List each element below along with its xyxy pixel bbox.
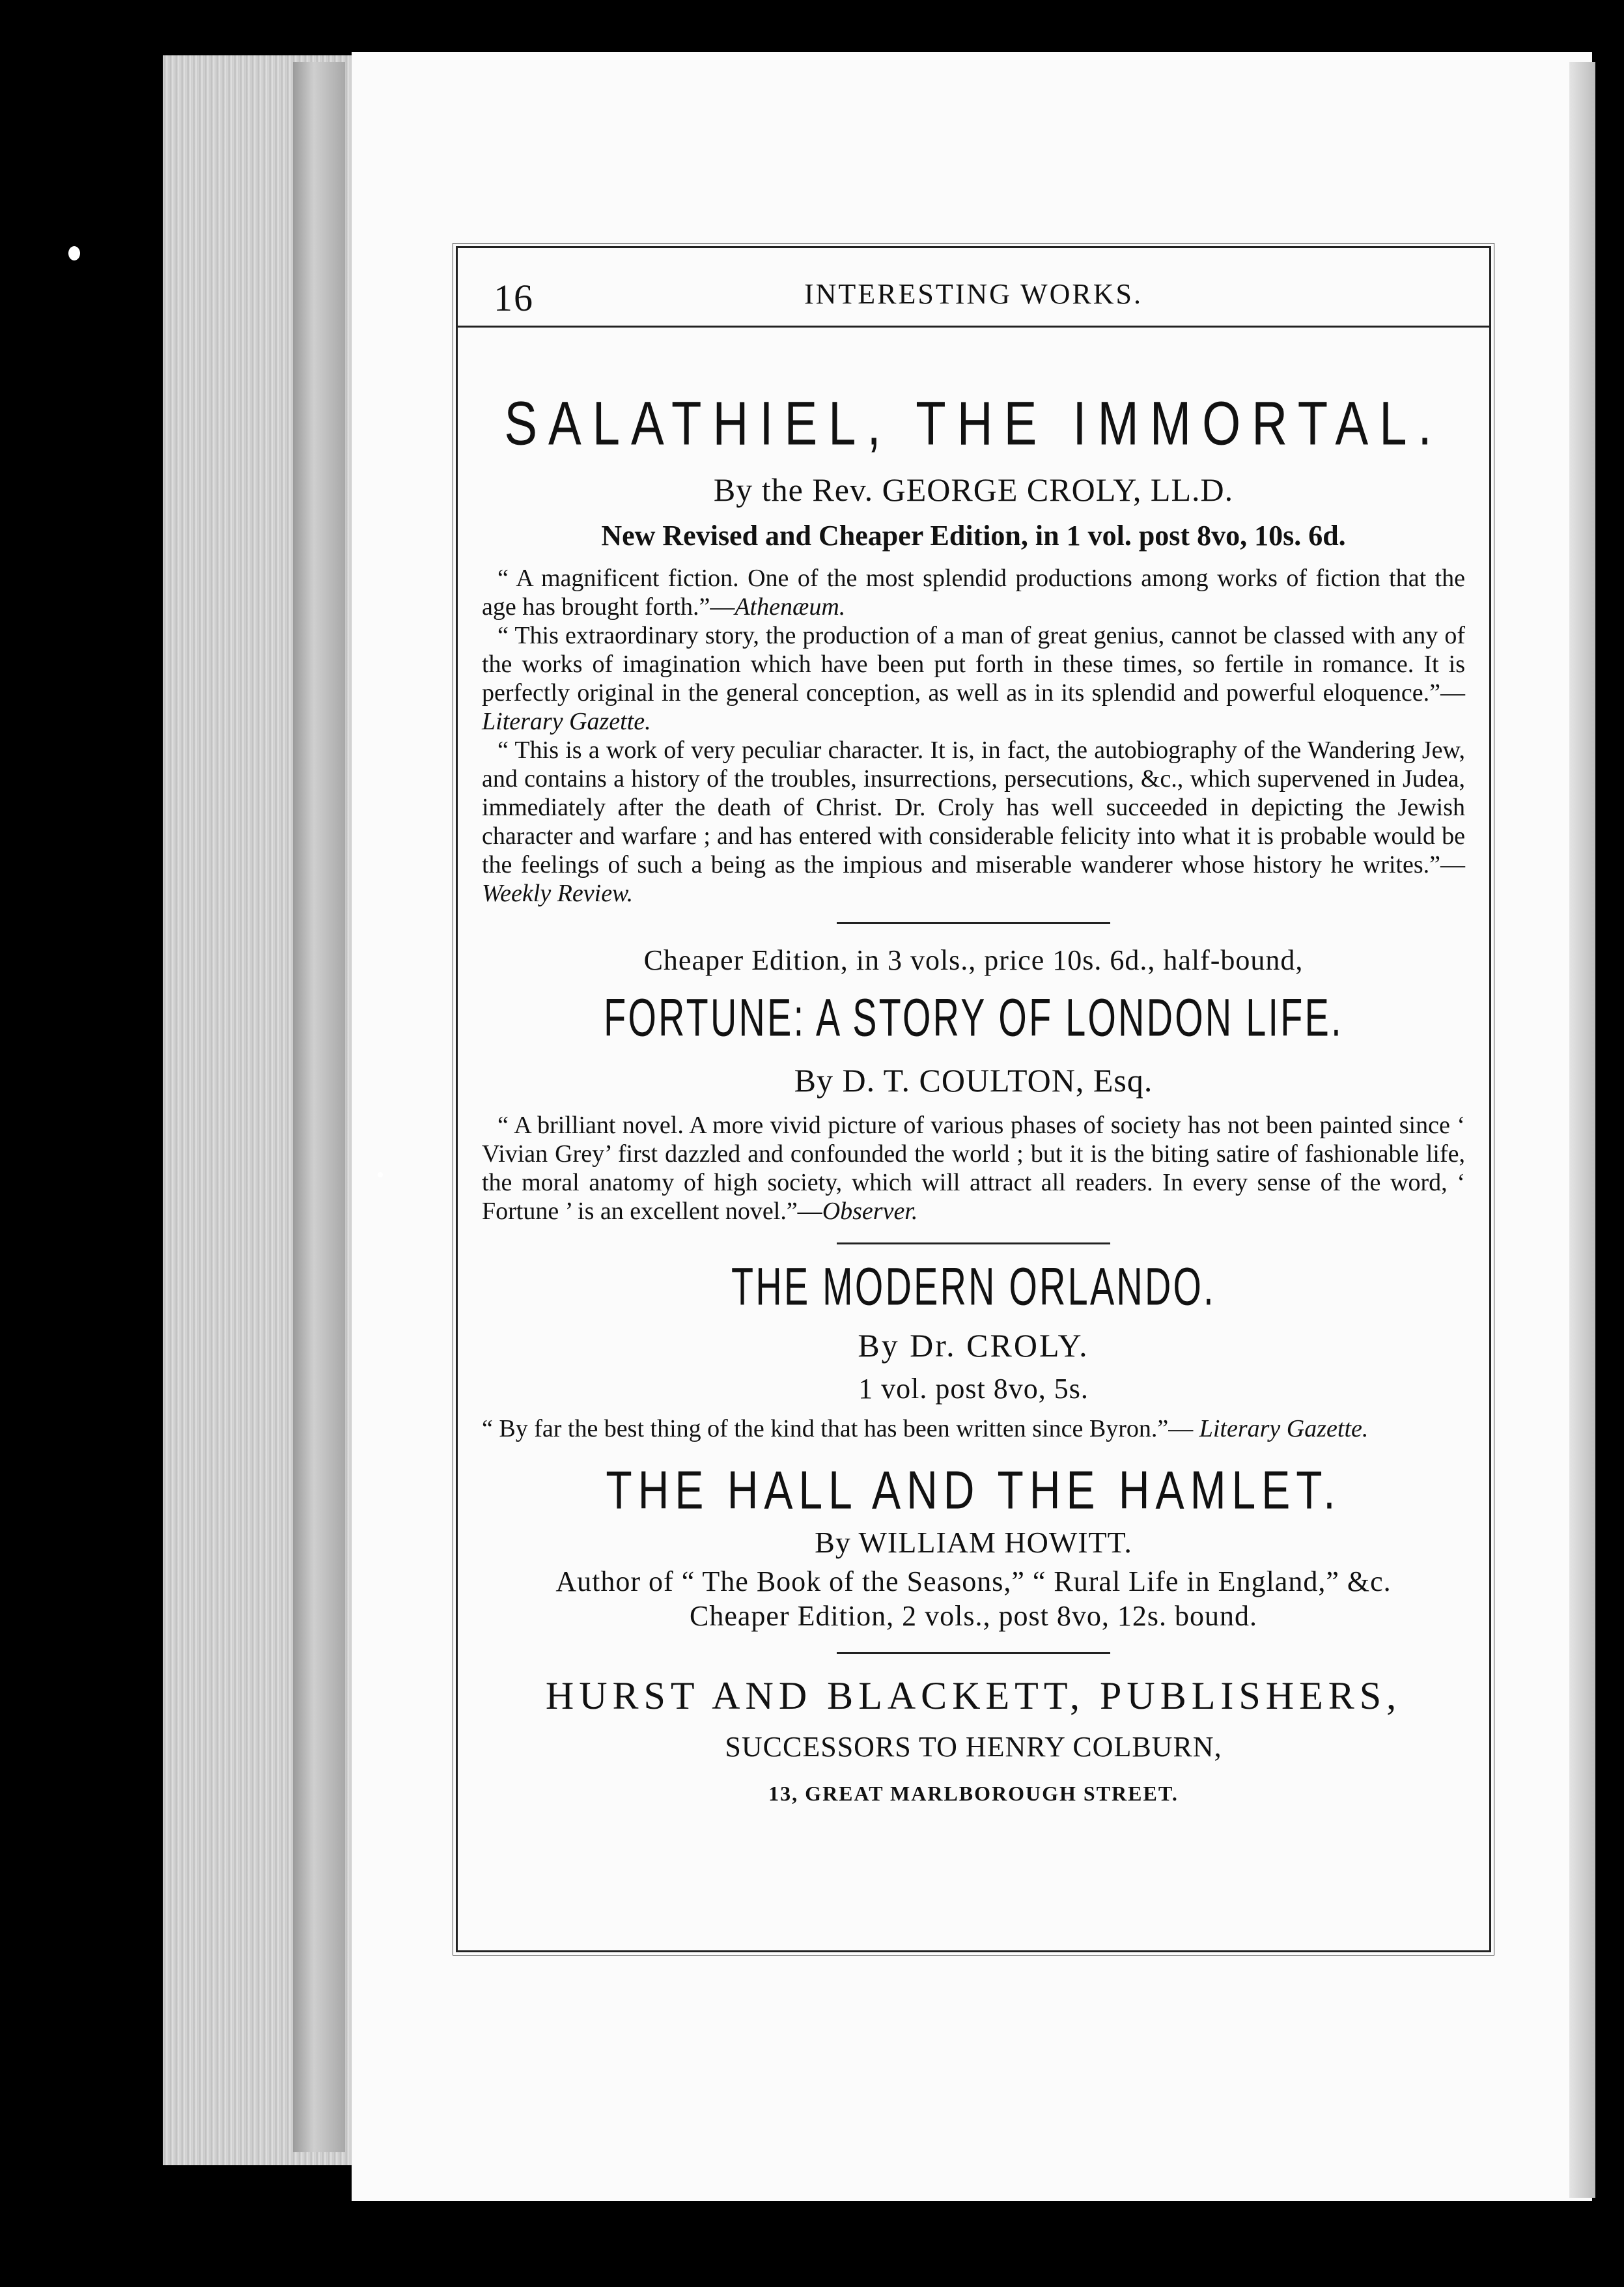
running-head	[456, 260, 1491, 328]
book-title-modern-orlando: THE MODERN ORLANDO.	[731, 1257, 1216, 1317]
review-source: Athenæum.	[735, 593, 846, 621]
book-author: By D. T. COULTON, Esq.	[794, 1062, 1153, 1099]
review-source: Literary Gazette.	[482, 708, 651, 735]
review-source: Literary Gazette.	[1199, 1415, 1369, 1442]
publisher-name: HURST AND BLACKETT, PUBLISHERS,	[545, 1674, 1402, 1717]
book-edition: 1 vol. post 8vo, 5s.	[858, 1373, 1089, 1405]
book-title-hall-and-hamlet: THE HALL AND THE HAMLET.	[606, 1459, 1341, 1520]
review-quotes	[482, 1414, 1465, 1443]
review-source: Weekly Review.	[482, 880, 634, 907]
book-edition: New Revised and Cheaper Edition, in 1 vol. post 8vo, 10s. 6d.	[601, 520, 1346, 552]
review-quote: “ By far the best thing of the kind that has been written since Byron.”— Literary Gazette.	[482, 1415, 1369, 1442]
dust-speck	[378, 1172, 383, 1177]
book-author: By WILLIAM HOWITT.	[815, 1526, 1132, 1559]
dust-speck	[68, 246, 80, 260]
review-quote: “ A brilliant novel. A more vivid picture of various phases of society has not been painted since ‘ Vivian Grey’ first dazzled and confounded the world ; but it is the biting satire of fashionable life, the moral anatomy of high society, which will attract all readers. In every sense of the word, ‘ Fortune ’ is an excellent novel.”—Observer.	[482, 1112, 1465, 1225]
divider-rule	[837, 1242, 1110, 1244]
book-author: By Dr. CROLY.	[858, 1327, 1089, 1364]
review-quote: “ This is a work of very peculiar character. It is, in fact, the autobiography of the Wandering Jew, and contains a history of the troubles, insurrections, persecutions, &c., which supervened in Judea, immediately after the death of Christ. Dr. Croly has well succeeded in depicting the Jewish character and warfare ; and has entered with considerable felicity into what it is probable would be the feelings of such a being as the impious and miserable wanderer whose history he writes.”—Weekly Review.	[482, 737, 1465, 907]
review-source: Observer.	[822, 1198, 918, 1225]
book-edition: Author of “ The Book of the Seasons,” “ Rural Life in England,” &c.	[555, 1565, 1392, 1597]
review-quote: “ A magnificent fiction. One of the most splendid productions among works of fiction that the age has brought forth.”—Athenæum.	[482, 565, 1465, 621]
divider-rule	[837, 922, 1110, 924]
review-quotes	[482, 1111, 1465, 1226]
book-page-edges-shadow	[293, 62, 345, 2152]
divider-rule	[837, 1652, 1110, 1654]
book-title-fortune: FORTUNE: A STORY OF LONDON LIFE.	[604, 988, 1343, 1048]
publisher-address: 13, GREAT MARLBOROUGH STREET.	[768, 1782, 1179, 1805]
running-title: INTERESTING WORKS.	[804, 278, 1143, 310]
book-edition: Cheaper Edition, in 3 vols., price 10s. 6d., half-bound,	[643, 944, 1304, 976]
book-edition: Cheaper Edition, 2 vols., post 8vo, 12s. bound.	[690, 1600, 1257, 1632]
page-content	[482, 378, 1465, 1806]
publisher-successors: SUCCESSORS TO HENRY COLBURN,	[725, 1731, 1222, 1763]
page-number: 16	[494, 277, 534, 319]
review-quote: “ This extraordinary story, the production of a man of great genius, cannot be classed with any of the works of imagination which have been put forth in these times, so fertile in romance. It is perfectly original in the general conception, as well as in its splendid and powerful eloquence.”—Literary Gazette.	[482, 622, 1465, 735]
book-title-salathiel: SALATHIEL, THE IMMORTAL.	[504, 389, 1443, 458]
book-author: By the Rev. GEORGE CROLY, LL.D.	[713, 471, 1234, 508]
review-quotes	[482, 564, 1465, 908]
page-fold	[1569, 62, 1595, 2198]
